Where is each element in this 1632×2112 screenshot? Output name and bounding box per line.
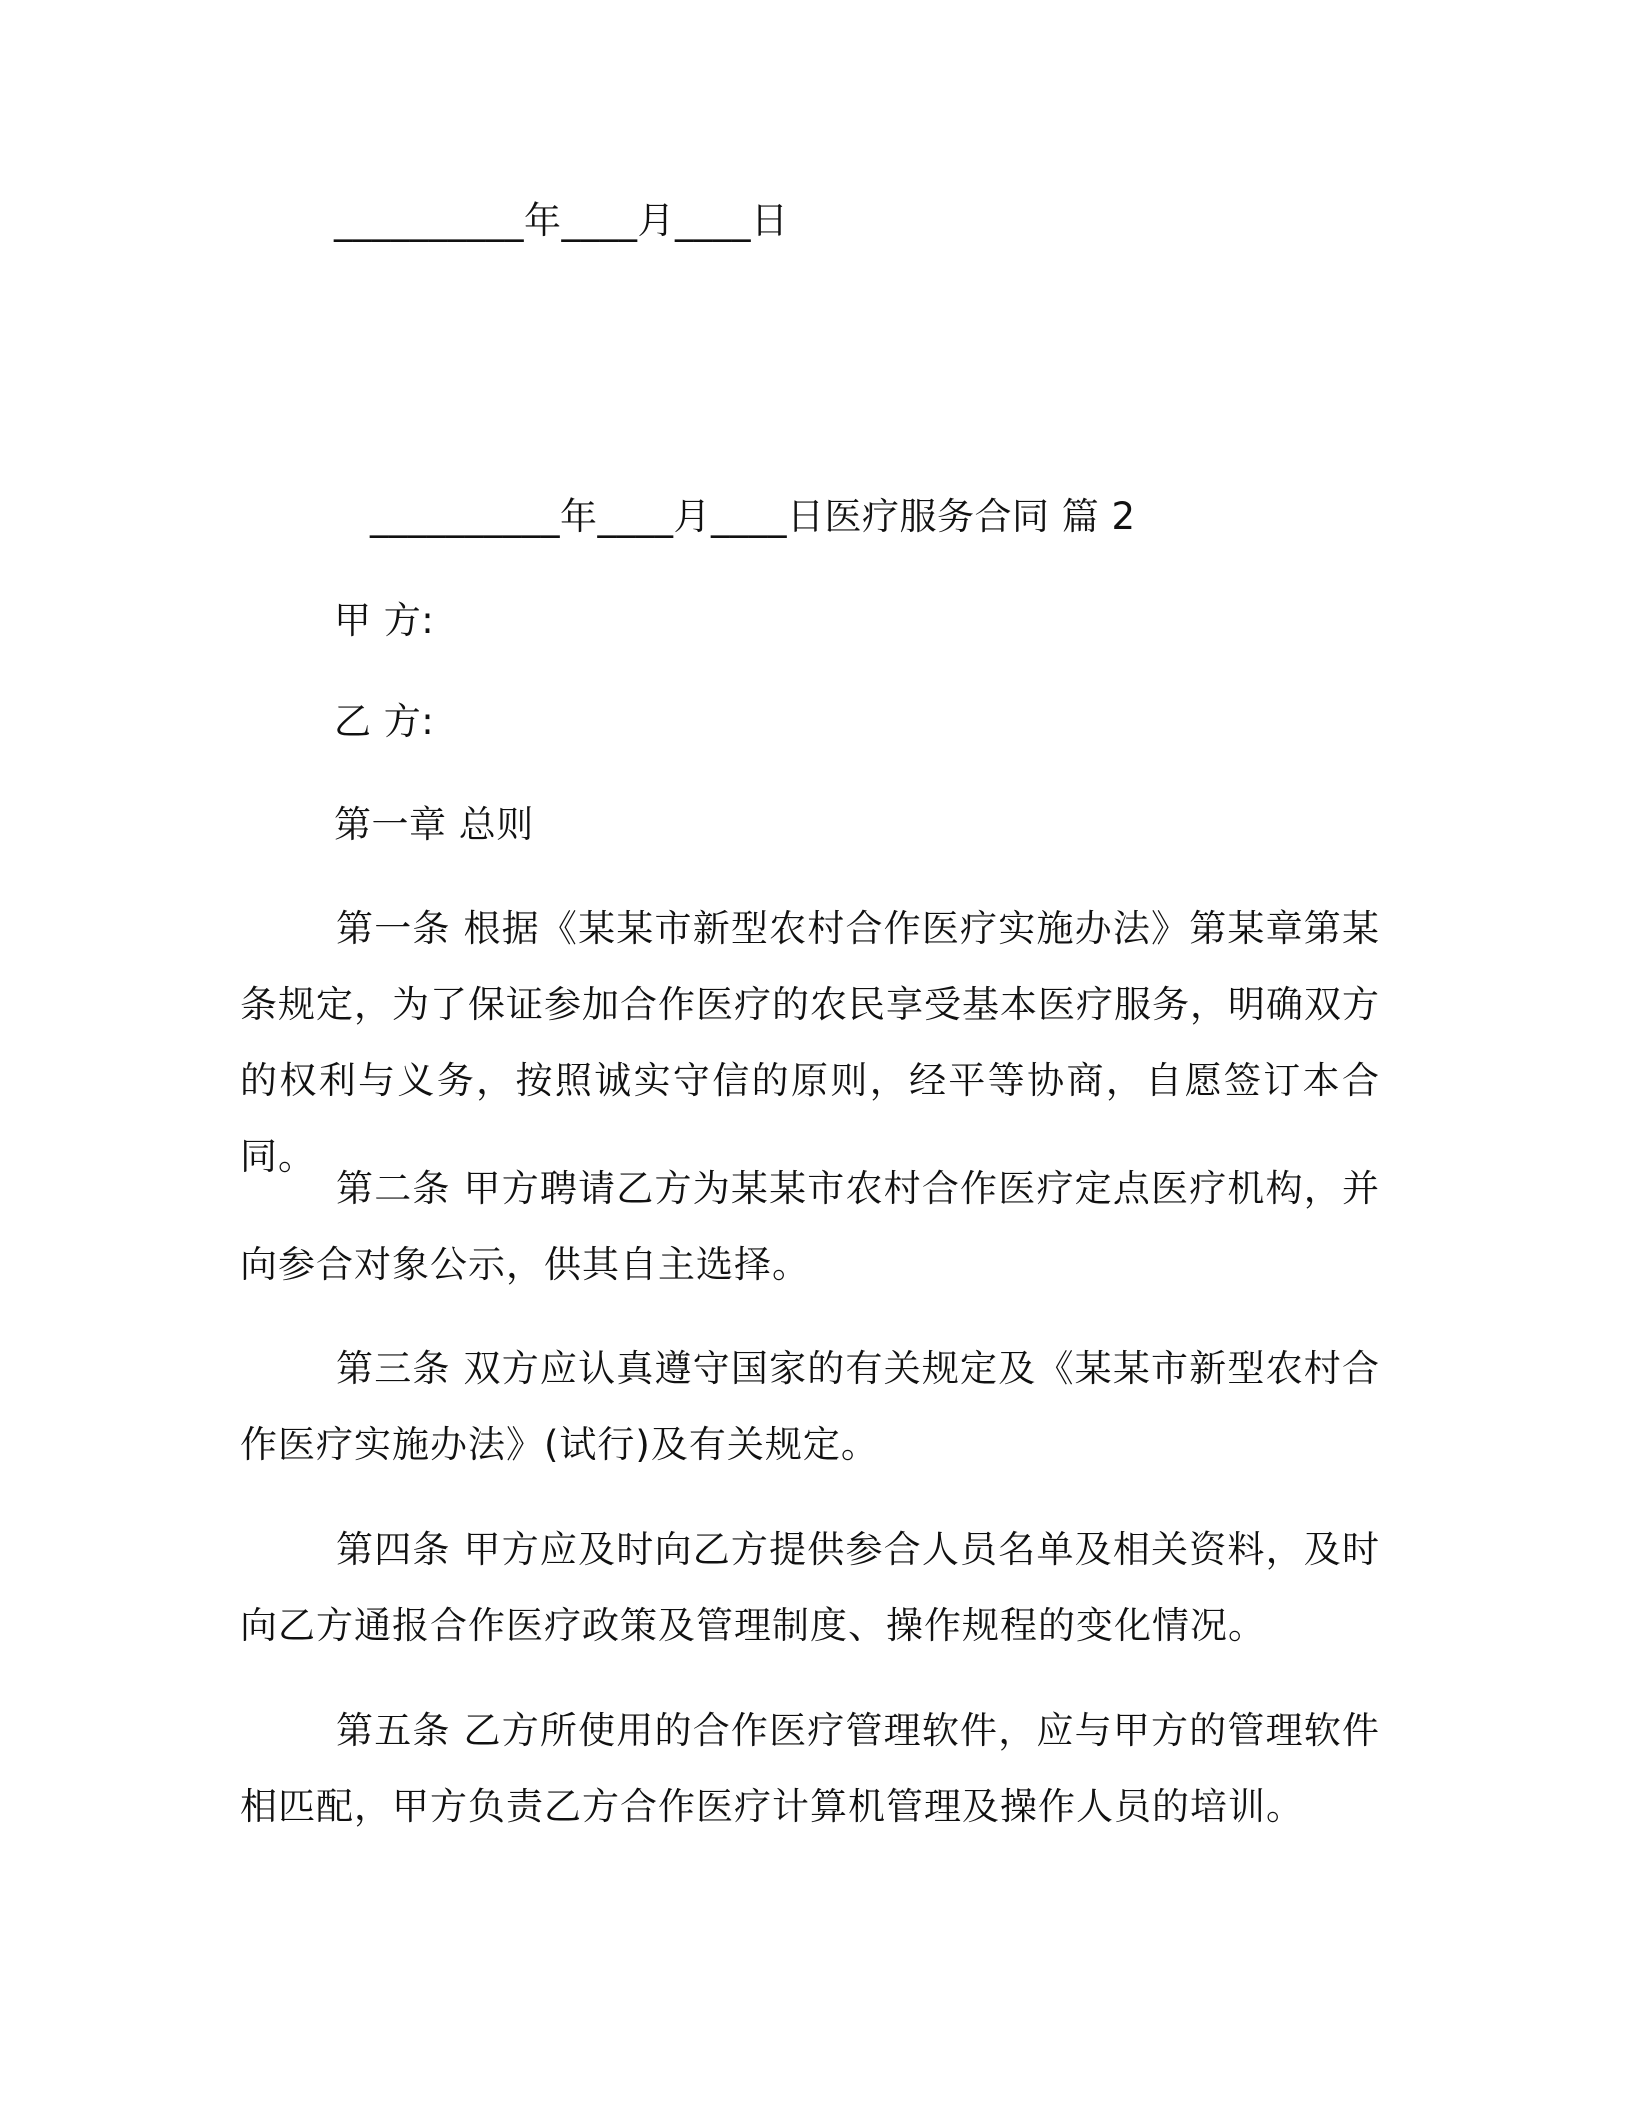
chapter-title: 第一章 总则 [334,803,534,846]
party-a-label: 甲 方: [334,599,435,642]
article-1: 第一条 根据《某某市新型农村合作医疗实施办法》第某章第某条规定，为了保证参加合作医疗的农民享受基本医疗服务，明确双方的权利与义务，按照诚实守信的原则，经平等协商，自愿签订本合同。 [240,907,1380,1178]
article-5: 第五条 乙方所使用的合作医疗管理软件，应与甲方的管理软件相匹配，甲方负责乙方合作医疗计算机管理及操作人员的培训。 [240,1709,1380,1828]
article-4: 第四条 甲方应及时向乙方提供参合人员名单及相关资料，及时向乙方通报合作医疗政策及管理制度、操作规程的变化情况。 [240,1528,1380,1647]
date-line: __________年____月____日 [334,199,789,242]
party-b-label: 乙 方: [334,700,435,743]
article-3: 第三条 双方应认真遵守国家的有关规定及《某某市新型农村合作医疗实施办法》(试行)及有关规定。 [240,1347,1380,1466]
article-2: 第二条 甲方聘请乙方为某某市农村合作医疗定点医疗机构，并向参合对象公示，供其自主选择。 [240,1167,1380,1286]
section-title: __________年____月____日医疗服务合同 篇 2 [370,495,1136,538]
